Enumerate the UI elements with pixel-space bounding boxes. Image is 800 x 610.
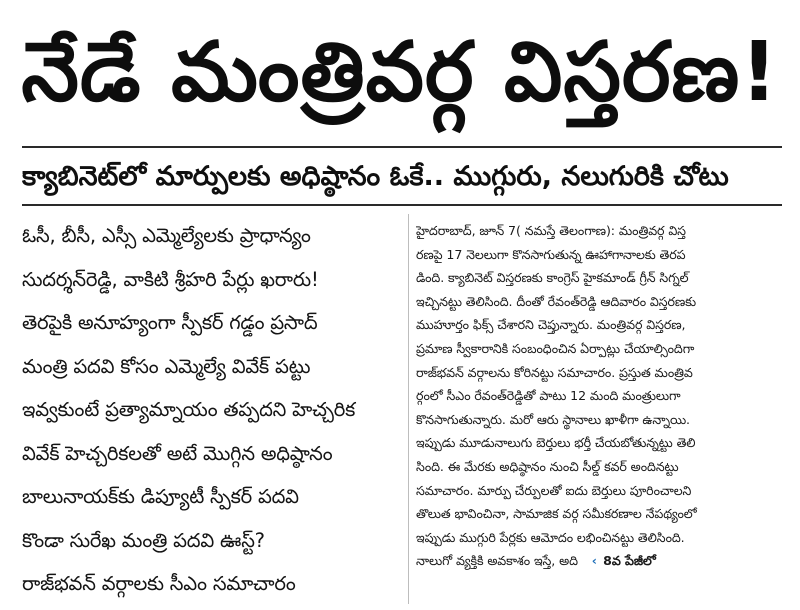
- highlight-item: తెరపైకి అనూహ్యంగా స్పీకర్ గడ్డం ప్రసాద్: [22, 311, 318, 334]
- article-line: హైదరాబాద్, జూన్ 7( నమస్తే తెలంగాణ): మంత్రివర్గ విస్త: [416, 223, 686, 238]
- article-line: ఇప్పుడు మూడునాలుగు బెర్తులు భర్తీ చేయబోతున్నట్టు తెలి: [416, 435, 696, 451]
- highlight-item: మంత్రి పదవి కోసం ఎమ్మెల్యే వివేక్ పట్టు: [22, 354, 311, 378]
- article-line: సింది. ఈ మేరకు అధిష్ఠానం నుంచి సీల్డ్ కవర్ అందినట్టు: [416, 458, 679, 474]
- highlight-item: ఓసీ, బీసీ, ఎస్సీ ఎమ్మెల్యేలకు ప్రాధాన్యం: [22, 224, 311, 247]
- article-line: ఇప్పుడు ముగ్గురి పేర్లకు ఆమోదం లభించినట్టు తెలిసింది.: [416, 529, 685, 545]
- highlight-item: రాజ్‌భవన్ వర్గాలకు సీఎం సమాచారం: [22, 572, 296, 595]
- article-line: ముహూర్తం ఫిక్స్ చేశారని చెప్తున్నారు. మంత్రివర్గ విస్తరణ,: [416, 317, 686, 333]
- article-line: డింది. క్యాబినెట్ విస్తరణకు కాంగ్రెస్ హైకమాండ్ గ్రీన్ సిగ్నల్: [416, 270, 689, 286]
- highlight-item: సుదర్శన్‌రెడ్డి, వాకిటి శ్రీహరి పేర్లు ఖరారు!: [22, 267, 319, 291]
- article-line: తొలుత భావించినా, సామాజిక వర్గ సమీకరణాల నేపథ్యంలో: [416, 506, 697, 522]
- article-line: ఇచ్చినట్టు తెలిసింది. దీంతో రేవంత్‌రెడ్డి ఆదివారం విస్తరణకు: [416, 293, 697, 309]
- highlight-item: బాలునాయక్‌కు డిప్యూటీ స్పీకర్ పదవి: [22, 485, 299, 508]
- article-line: ర్గంలో సీఎం రేవంత్‌రెడ్డితో పాటు 12 మంది మంత్రులుగా: [416, 388, 681, 404]
- highlight-item: ఇవ్వకుంటే ప్రత్యామ్నాయం తప్పదని హెచ్చరిక: [22, 398, 356, 421]
- highlight-item: కొండా సురేఖ మంత్రి పదవి ఊస్ట్?: [22, 528, 265, 552]
- article-line: ప్రమాణ స్వీకారానికి సంబంధించిన ఏర్పాట్లు చేయాల్సిందిగా: [416, 340, 695, 356]
- article-last-line: [416, 549, 784, 573]
- column-divider: [408, 214, 409, 604]
- headline: నేడే మంత్రివర్గ విస్తరణ!: [21, 25, 779, 120]
- middle-rule: [22, 204, 782, 206]
- highlights-list: [22, 214, 398, 606]
- subheadline: క్యాబినెట్‌లో మార్పులకు అధిష్ఠానం ఓకే.. ముగ్గురు, నలుగురికి చోటు: [22, 161, 729, 192]
- top-rule: [22, 146, 782, 148]
- article-line: రణపై 17 నెలలుగా కొనసాగుతున్న ఊహాగానాలకు తెరప: [416, 246, 686, 262]
- arrow-left-icon: ‹: [591, 553, 597, 569]
- highlight-item: వివేక్ హెచ్చరికలతో అటే మొగ్గిన అధిష్ఠానం: [22, 441, 333, 465]
- article-body: [416, 219, 784, 599]
- article-line: కొనసాగుతున్నారు. మరో ఆరు స్థానాలు ఖాళీగా ఉన్నాయి.: [416, 411, 690, 427]
- continue-ref-label: 8వ పేజీలో: [603, 553, 656, 569]
- article-line-text: నాలుగో వ్యక్తికి అవకాశం ఇస్తే, అది: [416, 553, 578, 569]
- article-line: రాజ్‌భవన్ వర్గాలను కోరినట్టు సమాచారం. ప్రస్తుత మంత్రివ: [416, 364, 693, 380]
- article-line: సమాచారం. మార్పు చేర్పులతో ఐదు బెర్తులు పూరించాలని: [416, 482, 692, 498]
- continue-on-page-link[interactable]: [592, 549, 656, 573]
